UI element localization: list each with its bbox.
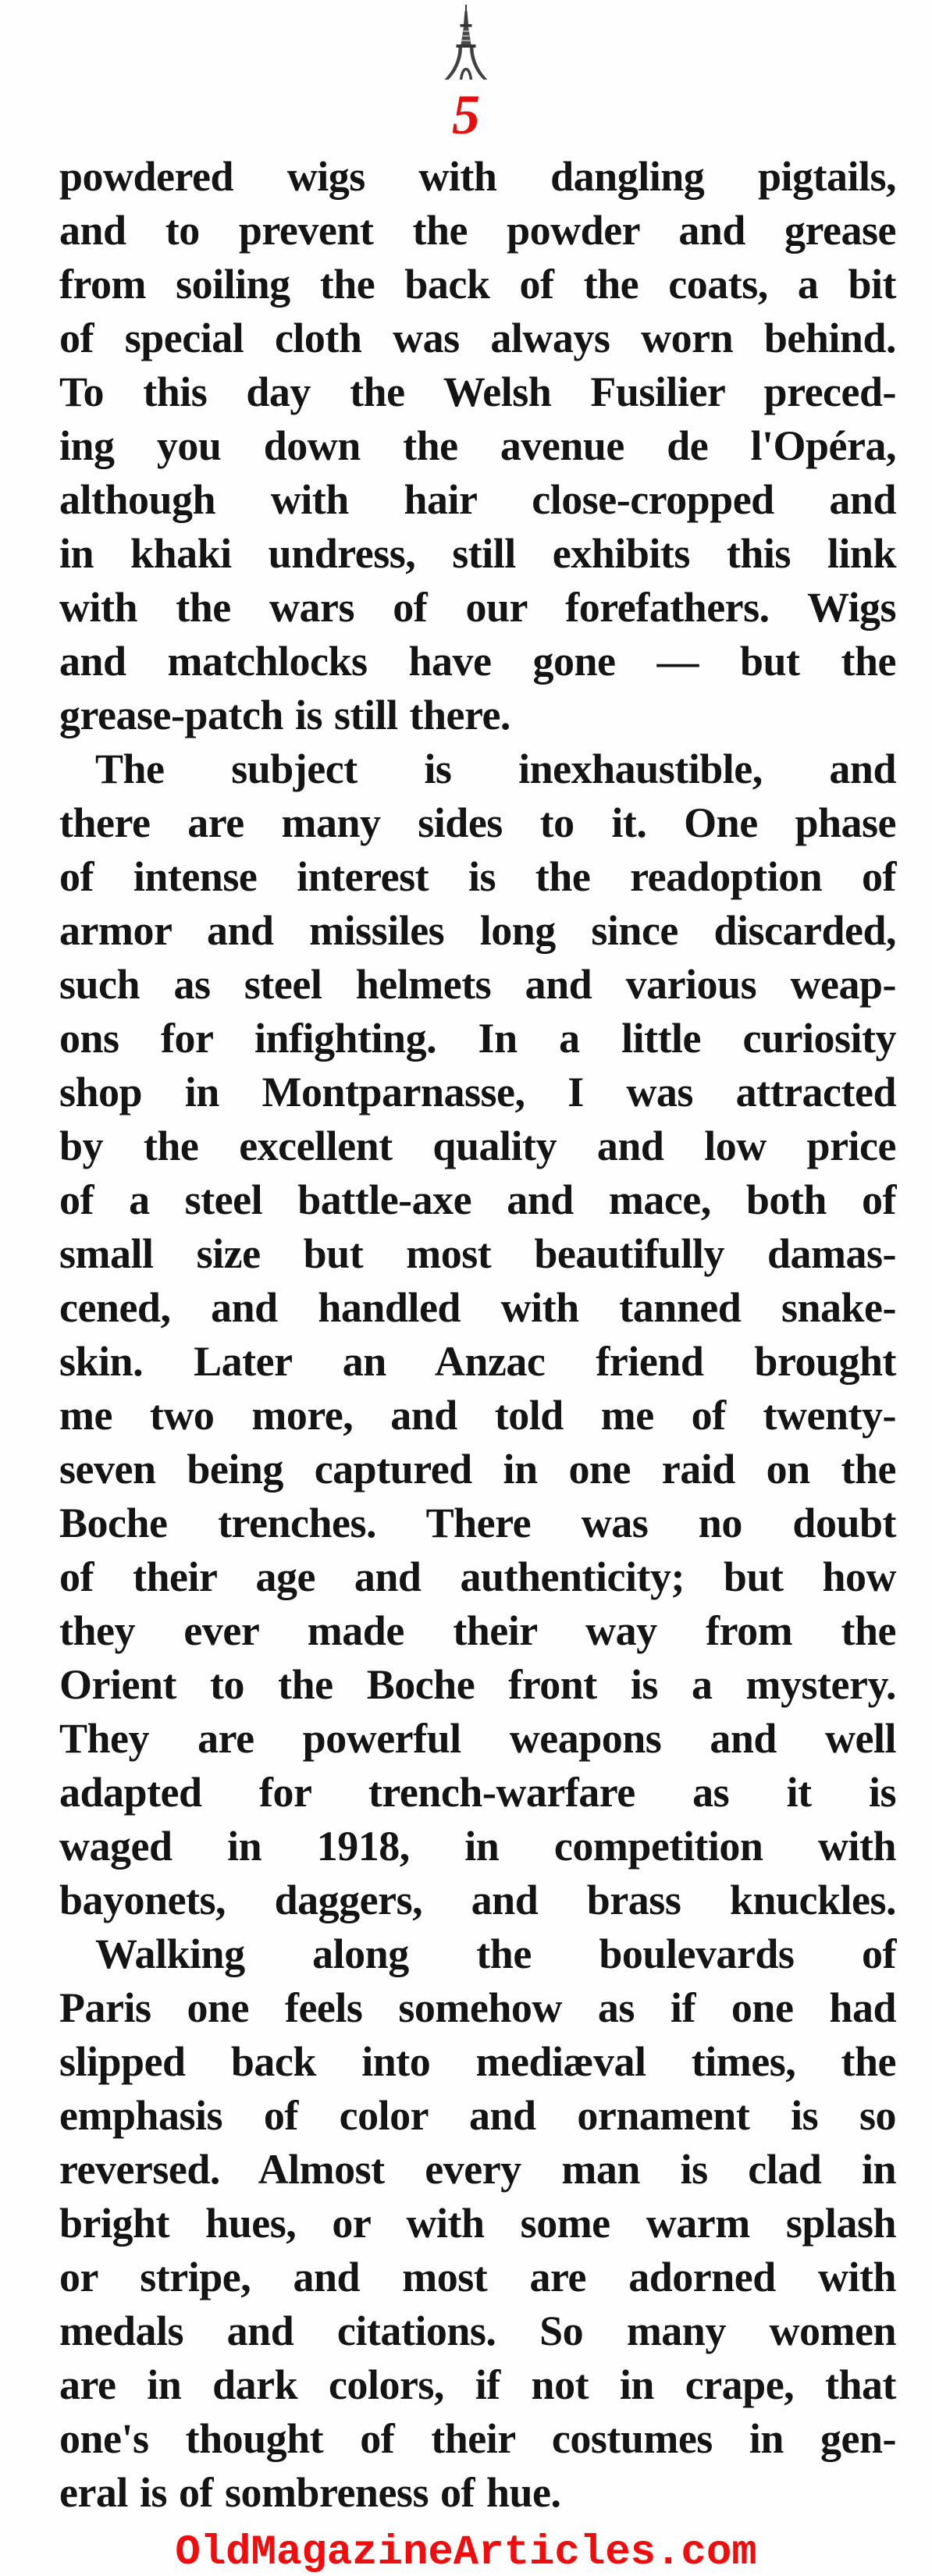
text-line: bayonets, daggers, and brass knuckles. <box>59 1877 896 1923</box>
text-line: Boche trenches. There was no doubt <box>59 1500 896 1546</box>
text-line: although with hair close-cropped and <box>59 476 896 523</box>
text-line: or stripe, and most are adorned with <box>59 2254 896 2300</box>
text-line: Walking along the boulevards of <box>95 1930 896 1977</box>
text-line: emphasis of color and ornament is so <box>59 2092 896 2139</box>
text-line: shop in Montparnasse, I was attracted <box>59 1069 896 1115</box>
text-line: there are many sides to it. One phase <box>59 799 896 846</box>
text-line: such as steel helmets and various weap- <box>59 961 896 1008</box>
text-line: Orient to the Boche front is a mystery. <box>59 1661 896 1708</box>
text-line: They are powerful weapons and well <box>59 1715 896 1762</box>
text-line: waged in 1918, in competition with <box>59 1823 896 1870</box>
text-line: To this day the Welsh Fusilier preced- <box>59 368 896 415</box>
text-line: with the wars of our forefathers. Wigs <box>59 584 896 631</box>
text-line: reversed. Almost every man is clad in <box>59 2146 896 2193</box>
text-line: they ever made their way from the <box>59 1607 896 1654</box>
paragraph <box>59 150 896 742</box>
text-line: armor and missiles long since discarded, <box>59 907 896 954</box>
text-line: of intense interest is the readoption of <box>59 853 896 900</box>
text-line: ing you down the avenue de l'Opéra, <box>59 422 896 469</box>
text-line: me two more, and told me of twenty- <box>59 1392 896 1439</box>
text-line: seven being captured in one raid on the <box>59 1446 896 1493</box>
paragraph <box>59 742 896 1927</box>
text-line: small size but most beautifully damas- <box>59 1230 896 1277</box>
text-line: by the excellent quality and low price <box>59 1123 896 1169</box>
masthead <box>0 0 932 86</box>
text-line: bright hues, or with some warm splash <box>59 2200 896 2247</box>
text-line: eral is of sombreness of hue. <box>59 2469 561 2516</box>
text-line: adapted for trench-warfare as it is <box>59 1769 896 1816</box>
text-line: The subject is inexhaustible, and <box>95 745 896 792</box>
text-line: slipped back into mediæval times, the <box>59 2038 896 2085</box>
text-line: powdered wigs with dangling pigtails, <box>59 153 896 200</box>
page-number: 5 <box>452 84 480 146</box>
text-line: cened, and handled with tanned snake- <box>59 1284 896 1331</box>
text-line: are in dark colors, if not in crape, that <box>59 2361 896 2408</box>
text-line: of a steel battle-axe and mace, both of <box>59 1176 896 1223</box>
text-line: Paris one feels somehow as if one had <box>59 1984 896 2031</box>
text-line: and matchlocks have gone — but the <box>59 638 896 685</box>
site-watermark: OldMagazineArticles.com <box>175 2529 757 2576</box>
text-line: grease-patch is still there. <box>59 692 510 738</box>
text-line: ons for infighting. In a little curiosity <box>59 1015 896 1062</box>
text-line: one's thought of their costumes in gen- <box>59 2415 896 2462</box>
text-line: and to prevent the powder and grease <box>59 207 896 254</box>
text-line: from soiling the back of the coats, a bit <box>59 261 896 308</box>
paragraph <box>59 1927 896 2520</box>
text-line: in khaki undress, still exhibits this link <box>59 530 896 577</box>
text-line: skin. Later an Anzac friend brought <box>59 1338 896 1385</box>
article-text-column <box>59 150 896 2520</box>
text-line: of special cloth was always worn behind. <box>59 315 896 361</box>
text-line: medals and citations. So many women <box>59 2307 896 2354</box>
eiffel-tower-icon <box>443 4 489 82</box>
text-line: of their age and authenticity; but how <box>59 1553 896 1600</box>
